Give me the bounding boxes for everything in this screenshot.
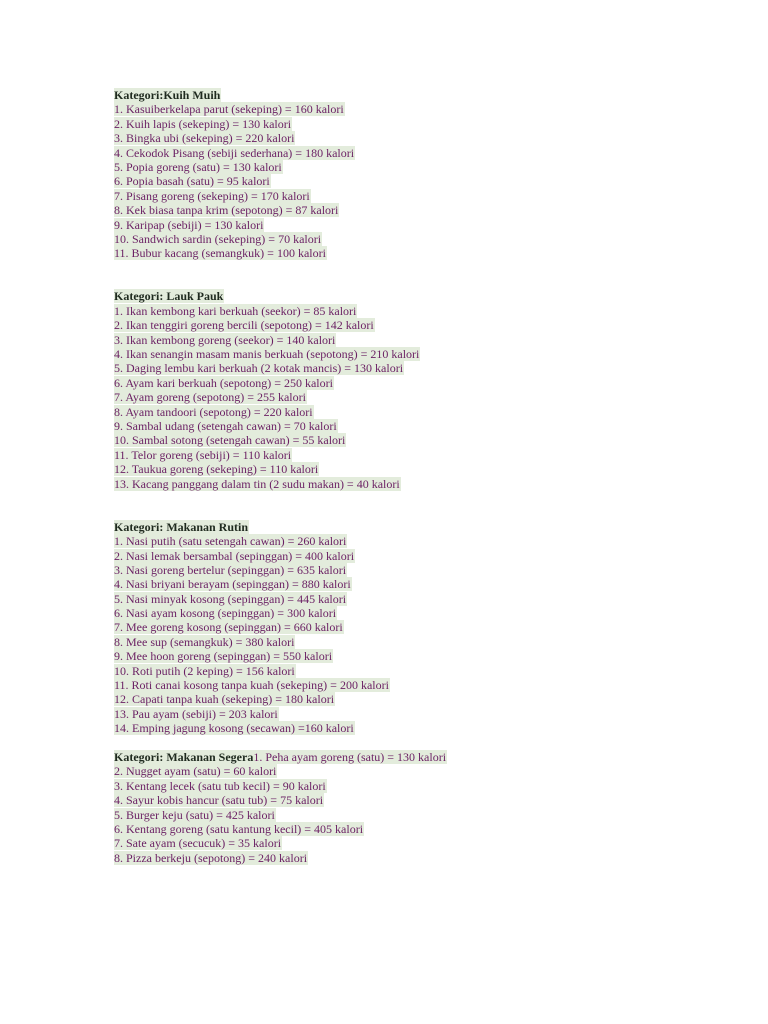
list-item: 10. Sambal sotong (setengah cawan) = 55 kalori	[114, 433, 346, 448]
list-item: 1. Nasi putih (satu setengah cawan) = 260 kalori	[114, 534, 347, 549]
list-item: 6. Popia basah (satu) = 95 kalori	[114, 174, 270, 189]
section-makanan-segera	[114, 750, 734, 865]
list-item: 1. Kasuiberkelapa parut (sekeping) = 160 kalori	[114, 102, 344, 117]
list-item: 2. Nasi lemak bersambal (sepinggan) = 400 kalori	[114, 548, 355, 563]
list-item: 4. Nasi briyani berayam (sepinggan) = 880 kalori	[114, 577, 351, 592]
list-item: 10. Sandwich sardin (sekeping) = 70 kalori	[114, 231, 322, 246]
list-item: 3. Bingka ubi (sekeping) = 220 kalori	[114, 131, 295, 146]
list-item: 7. Mee goreng kosong (sepinggan) = 660 kalori	[114, 620, 343, 635]
list-item: 12. Taukua goreng (sekeping) = 110 kalori	[114, 462, 319, 477]
list-item: 11. Telor goreng (sebiji) = 110 kalori	[114, 447, 292, 462]
list-item: 4. Ikan senangin masam manis berkuah (sepotong) = 210 kalori	[114, 347, 420, 362]
list-item: 2. Kuih lapis (sekeping) = 130 kalori	[114, 116, 292, 131]
list-item: 2. Nugget ayam (satu) = 60 kalori	[114, 764, 277, 779]
list-item: 3. Ikan kembong goreng (seekor) = 140 kalori	[114, 332, 336, 347]
list-item: 3. Nasi goreng bertelur (sepinggan) = 635 kalori	[114, 562, 347, 577]
section-spacer	[114, 261, 734, 290]
list-item: 14. Emping jagung kosong (secawan) =160 kalori	[114, 721, 354, 736]
list-item: 1. Peha ayam goreng (satu) = 130 kalori	[253, 750, 447, 764]
list-item: 5. Daging lembu kari berkuah (2 kotak mancis) = 130 kalori	[114, 361, 404, 376]
list-item: 4. Cekodok Pisang (sebiji sederhana) = 180 kalori	[114, 145, 355, 160]
section-heading: Kategori: Makanan Segera	[114, 750, 254, 764]
list-item: 8. Pizza berkeju (sepotong) = 240 kalori	[114, 850, 308, 865]
section-heading: Kategori:Kuih Muih	[114, 88, 221, 102]
list-item: 5. Popia goreng (satu) = 130 kalori	[114, 159, 282, 174]
list-item: 8. Ayam tandoori (sepotong) = 220 kalori	[114, 404, 313, 419]
list-item: 3. Kentang lecek (satu tub kecil) = 90 kalori	[114, 778, 326, 793]
document-page	[114, 88, 734, 865]
list-item: 9. Karipap (sebiji) = 130 kalori	[114, 217, 264, 232]
list-item: 5. Nasi minyak kosong (sepinggan) = 445 kalori	[114, 591, 347, 606]
section-heading-row	[114, 750, 734, 764]
list-item: 9. Mee hoon goreng (sepinggan) = 550 kalori	[114, 649, 333, 664]
list-item: 8. Kek biasa tanpa krim (sepotong) = 87 kalori	[114, 203, 339, 218]
section-heading: Kategori: Makanan Rutin	[114, 519, 249, 534]
section-makanan-rutin	[114, 520, 734, 736]
list-item: 2. Ikan tenggiri goreng bercili (sepotong) = 142 kalori	[114, 318, 374, 333]
list-item: 6. Ayam kari berkuah (sepotong) = 250 kalori	[114, 375, 333, 390]
list-item: 11. Bubur kacang (semangkuk) = 100 kalori	[114, 246, 326, 261]
list-item: 7. Sate ayam (secucuk) = 35 kalori	[114, 836, 282, 851]
list-item: 4. Sayur kobis hancur (satu tub) = 75 kalori	[114, 793, 324, 808]
section-spacer	[114, 491, 734, 520]
list-item: 10. Roti putih (2 keping) = 156 kalori	[114, 663, 295, 678]
list-item: 7. Pisang goreng (sekeping) = 170 kalori	[114, 188, 310, 203]
section-kuih-muih	[114, 88, 734, 261]
list-item: 12. Capati tanpa kuah (sekeping) = 180 kalori	[114, 692, 335, 707]
list-item: 6. Nasi ayam kosong (sepinggan) = 300 kalori	[114, 606, 337, 621]
section-lauk-pauk	[114, 289, 734, 490]
list-item: 5. Burger keju (satu) = 425 kalori	[114, 807, 275, 822]
list-item: 8. Mee sup (semangkuk) = 380 kalori	[114, 634, 295, 649]
list-item: 13. Pau ayam (sebiji) = 203 kalori	[114, 706, 278, 721]
list-item: 13. Kacang panggang dalam tin (2 sudu makan) = 40 kalori	[114, 476, 400, 491]
list-item: 7. Ayam goreng (sepotong) = 255 kalori	[114, 390, 306, 405]
list-item: 11. Roti canai kosong tanpa kuah (sekeping) = 200 kalori	[114, 678, 389, 693]
list-item: 6. Kentang goreng (satu kantung kecil) = 405 kalori	[114, 821, 364, 836]
section-spacer	[114, 736, 734, 750]
list-item: 9. Sambal udang (setengah cawan) = 70 kalori	[114, 419, 337, 433]
section-heading: Kategori: Lauk Pauk	[114, 289, 224, 304]
list-item: 1. Ikan kembong kari berkuah (seekor) = 85 kalori	[114, 303, 357, 318]
